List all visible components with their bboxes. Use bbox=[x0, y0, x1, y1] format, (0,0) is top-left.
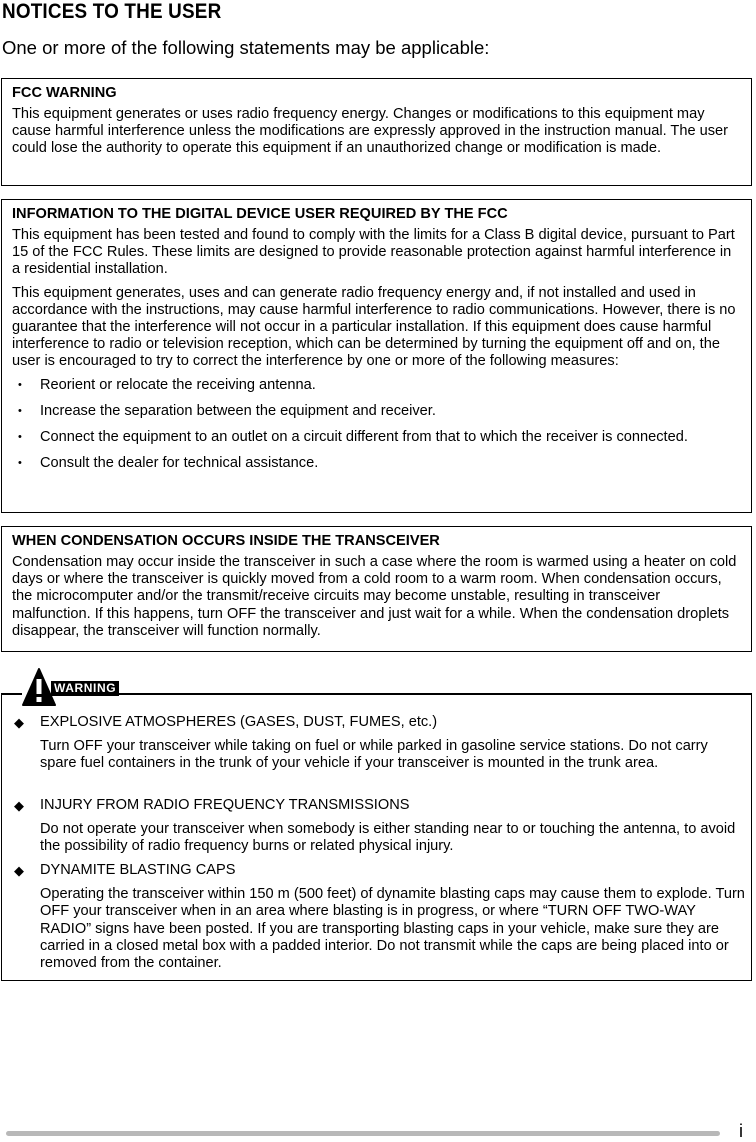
list-item: • Increase the separation between the equipment and receiver. bbox=[18, 402, 436, 419]
warning-label: WARNING bbox=[51, 681, 119, 696]
fcc-warning-box bbox=[1, 78, 752, 186]
page-subtitle: One or more of the following statements may be applicable: bbox=[2, 37, 490, 58]
bullet-icon: • bbox=[18, 378, 22, 391]
diamond-bullet-icon: ◆ bbox=[14, 798, 24, 813]
warning-item-explosive bbox=[14, 714, 746, 773]
digital-device-paragraph-2: This equipment generates, uses and can generate radio frequency energy and, if not installed and used in accordance with the instructions, may cause harmful interference to radio communications. However, there is no guarantee that the interference will not occur in a particular installation. If this equipment does cause harmful interference to radio or television reception, which can be determined by turning the equipment off and on, the user is encouraged to try to correct the interference by one or more of the following measures: bbox=[12, 284, 736, 370]
condensation-box bbox=[1, 526, 752, 652]
list-item: • Reorient or relocate the receiving antenna. bbox=[18, 376, 316, 393]
digital-device-box bbox=[1, 199, 752, 513]
warning-item-heading: EXPLOSIVE ATMOSPHERES (GASES, DUST, FUMES, etc.) bbox=[40, 714, 438, 730]
warning-item-text: Do not operate your transceiver when somebody is either standing near to or touching the antenna, to avoid the possibility of radio frequency burns or related physical injury. bbox=[40, 821, 736, 855]
digital-device-paragraph-1: This equipment has been tested and found to comply with the limits for a Class B digital device, pursuant to Part 15 of the FCC Rules. These limits are designed to provide reasonable protection against harmful interference in a residential installation. bbox=[12, 227, 735, 278]
warning-item-text: Turn OFF your transceiver while taking on fuel or while parked in gasoline service stations. Do not carry spare fuel containers in the trunk of your vehicle if your transceiver is mounted in the trunk area. bbox=[40, 738, 708, 772]
interference-measures-list bbox=[12, 377, 741, 473]
warning-item-heading: INJURY FROM RADIO FREQUENCY TRANSMISSIONS bbox=[40, 797, 410, 813]
warning-item-blasting-caps bbox=[14, 862, 746, 972]
warning-item-heading: DYNAMITE BLASTING CAPS bbox=[40, 862, 236, 878]
bullet-icon: • bbox=[18, 431, 22, 444]
condensation-text: Condensation may occur inside the transceiver in such a case where the room is warmed using a heater on cold days or where the transceiver is quickly moved from a cold room to a warm room. When condensation occurs, the microcomputer and/or the transmit/receive circuits may become unstable, resulting in transceiver malfunction. If this happens, turn OFF the transceiver and just wait for a while. When the condensation droplets disappear, the transceiver will function normally. bbox=[12, 554, 737, 639]
page-title: NOTICES TO THE USER bbox=[2, 0, 222, 23]
digital-device-heading: INFORMATION TO THE DIGITAL DEVICE USER REQUIRED BY THE FCC bbox=[12, 206, 508, 222]
list-item: • Connect the equipment to an outlet on a circuit different from that to which the receiver is connected. bbox=[18, 429, 688, 446]
bullet-icon: • bbox=[18, 404, 22, 417]
fcc-warning-heading: FCC WARNING bbox=[12, 85, 117, 101]
bullet-icon: • bbox=[18, 457, 22, 470]
list-item: • Consult the dealer for technical assistance. bbox=[18, 455, 319, 472]
footer-rule bbox=[6, 1131, 720, 1136]
diamond-bullet-icon: ◆ bbox=[14, 715, 24, 730]
fcc-warning-text: This equipment generates or uses radio frequency energy. Changes or modifications to this equipment may cause harmful interference unless the modifications are expressly approved in the instruction manual. The user could lose the authority to operate this equipment if an unauthorized change or modification is made. bbox=[12, 106, 729, 157]
page-number: i bbox=[739, 1121, 743, 1141]
diamond-bullet-icon: ◆ bbox=[14, 863, 24, 878]
warning-item-text: Operating the transceiver within 150 m (500 feet) of dynamite blasting caps may cause them to explode. Turn OFF your transceiver when in an area where blasting is in progress, or where “TURN OFF TWO-WAY RADIO” signs have been posted. If you are transporting blasting caps in your vehicle, make sure they are carried in a closed metal box with a padded interior. Do not transmit while the caps are being placed into or removed from the container. bbox=[40, 886, 745, 972]
condensation-heading: WHEN CONDENSATION OCCURS INSIDE THE TRANSCEIVER bbox=[12, 533, 440, 549]
warning-item-rf-injury bbox=[14, 797, 746, 856]
